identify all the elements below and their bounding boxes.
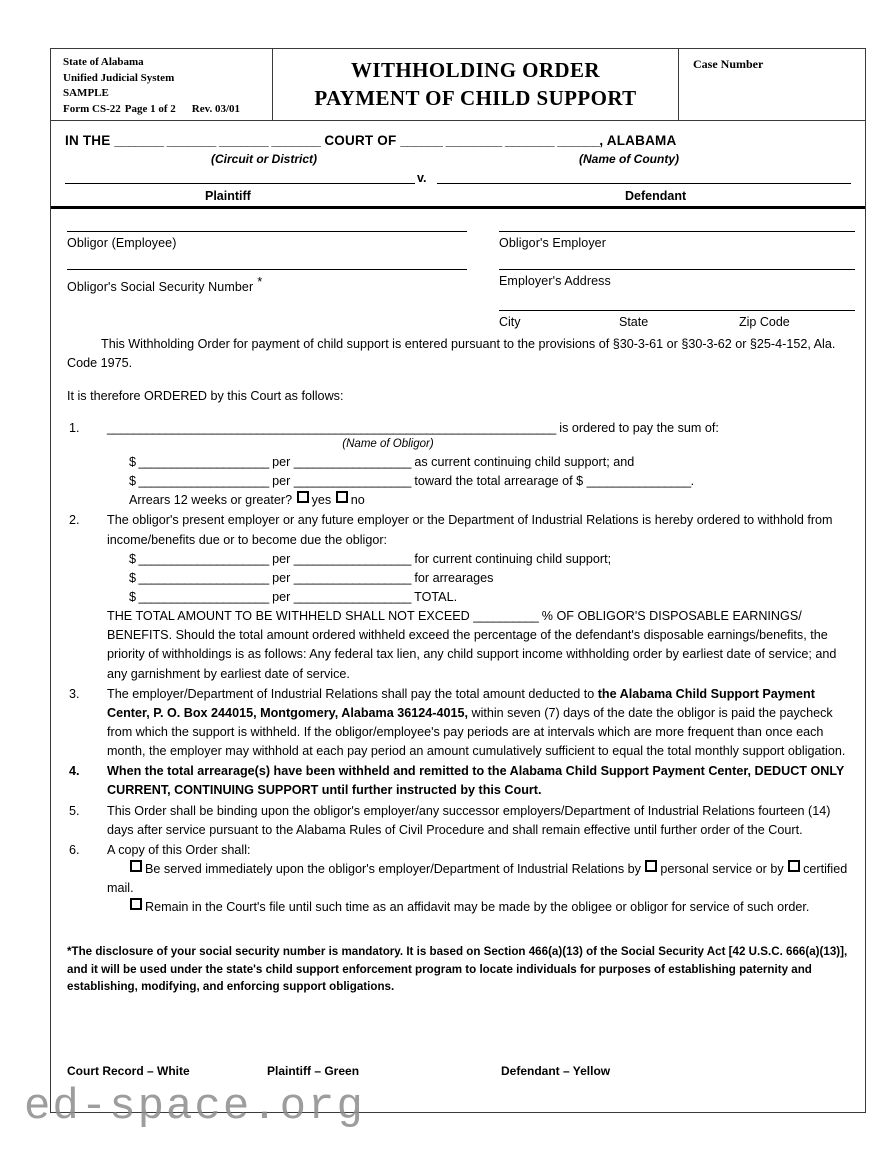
form-number: Form CS-22 (63, 102, 121, 115)
ordered-lead-in: It is therefore ORDERED by this Court as follows: (67, 389, 344, 404)
employer-name-label: Obligor's Employer (499, 236, 607, 250)
checkbox-icon-personal-service[interactable] (645, 860, 657, 872)
form-header-box (51, 49, 865, 121)
defendant-label: Defendant (625, 189, 687, 203)
distribution-plaintiff: Plaintiff – Green (267, 1064, 360, 1078)
sample-marker: SAMPLE (63, 87, 109, 100)
employer-name-field[interactable] (499, 231, 855, 250)
circuit-or-district-caption: (Circuit or District) (211, 152, 318, 166)
obligor-column (67, 209, 467, 294)
court-designation-line (65, 133, 855, 148)
order-item-3 (67, 685, 849, 762)
name-of-county-caption: (Name of County) (579, 152, 679, 166)
item-2-per-c-blank[interactable]: __________________ (293, 590, 411, 605)
versus-label: v. (417, 171, 427, 185)
order-item-1 (67, 419, 849, 510)
item-4-text: When the total arrearage(s) have been withheld and remitted to the Alabama Child Support Payment Center, DEDUCT ONLY CURRENT, CONTINUING SUPPORT until further instructed by this Court. (107, 764, 845, 798)
city-label: City (499, 315, 521, 329)
form-title-cell (273, 49, 679, 120)
employer-column (499, 209, 855, 329)
item-6-option-a-text-2: personal service or by (660, 861, 784, 876)
checkbox-icon-service-immediate[interactable] (130, 860, 142, 872)
item-2-maximum-paragraph (107, 607, 849, 684)
item-2-per-b-blank[interactable]: __________________ (293, 570, 411, 585)
form-meta-line (63, 102, 272, 118)
item-1-pay-sum-text: is ordered to pay the sum of: (559, 421, 719, 436)
distribution-defendant: Defendant – Yellow (501, 1064, 611, 1078)
order-item-5 (67, 802, 849, 840)
item-1-amount-b-blank[interactable]: $ ____________________ (129, 474, 269, 489)
employer-address-field[interactable] (499, 269, 855, 288)
site-watermark: ed-space.org (24, 1082, 365, 1132)
checkbox-icon-remain-in-file[interactable] (130, 898, 142, 910)
item-1-number: 1. (69, 421, 80, 436)
item-3-number: 3. (69, 686, 80, 701)
alabama-label: , ALABAMA (599, 133, 677, 148)
item-6-text: A copy of this Order shall: (107, 842, 251, 857)
item-3-text (107, 685, 849, 762)
court-of-label: COURT OF (324, 133, 397, 148)
item-6-number: 6. (69, 842, 80, 857)
item-2-amount-a-blank[interactable]: $ ____________________ (129, 551, 269, 566)
form-title-line-1: WITHHOLDING ORDER (351, 57, 600, 82)
checkbox-icon-arrears-yes[interactable] (297, 491, 309, 503)
arrears-yes-label: yes (311, 493, 332, 508)
statutory-intro-paragraph: This Withholding Order for payment of child support is entered pursuant to the provisions of §30-3-61 or §30-3-62 or §25-4-152, Ala. Code 1975. (67, 337, 836, 371)
ssn-disclosure-footnote: *The disclosure of your social security number is mandatory. It is based on Section 466(a)(13) of the Social Security Act [42 U.S.C. 666(a)(13)], and it will be used under the state's child support enforcement program to locate individuals for purposes of establishing paternity and establishing, modifying, and enforcing support obligations. (67, 945, 848, 994)
obligor-ssn-field[interactable] (67, 269, 467, 294)
item-2-amount-b-blank[interactable]: $ ____________________ (129, 570, 269, 585)
item-2-amount-line-b (107, 569, 849, 588)
defendant-rule[interactable] (437, 183, 851, 184)
revision-date: Rev. 03/01 (191, 102, 241, 115)
obligor-employer-block (51, 209, 865, 335)
arrears-no-label: no (350, 493, 365, 508)
item-2-amount-line-a (107, 550, 849, 569)
county-blank[interactable]: ______ ________ _______ ______ (400, 133, 600, 148)
item-6-option-a (107, 860, 849, 898)
footnote-asterisk-icon: * (257, 274, 263, 289)
plaintiff-label: Plaintiff (205, 189, 251, 203)
state-name: State of Alabama (63, 56, 144, 68)
page-number: Page 1 of 2 (124, 102, 176, 115)
item-2-a-text: for current continuing child support; (414, 551, 612, 566)
employer-address-label: Employer's Address (499, 274, 611, 288)
arrears-question-row (107, 491, 849, 510)
item-1-amount-a-blank[interactable]: $ ____________________ (129, 455, 269, 470)
item-1-per-a-blank[interactable]: __________________ (293, 455, 411, 470)
state-label: State (619, 315, 649, 329)
case-number-label: Case Number (693, 57, 764, 71)
item-6-option-b (107, 898, 849, 917)
max-withhold-pre: THE TOTAL AMOUNT TO BE WITHHELD SHALL NOT EXCEED (107, 609, 470, 624)
judicial-system-name: Unified Judicial System (63, 71, 175, 84)
item-2-per-a-label: per (272, 551, 291, 566)
item-1-per-b-blank[interactable]: __________________ (293, 474, 411, 489)
order-body (51, 335, 865, 996)
item-1-per-b-label: per (272, 474, 291, 489)
form-title-line-2: PAYMENT OF CHILD SUPPORT (314, 85, 637, 110)
max-percent-blank[interactable]: __________ (473, 609, 539, 624)
order-item-2 (67, 511, 849, 683)
item-1-amount-line-a (107, 453, 849, 472)
item-1-amount-line-b (107, 472, 849, 491)
item-6-option-a-text-1: Be served immediately upon the obligor's employer/Department of Industrial Relations by (145, 861, 641, 876)
item-6-option-a-text-3: certified mail. (107, 861, 848, 896)
item-6-option-b-text: Remain in the Court's file until such time as an affidavit may be made by the obligee or obligor for service of such order. (145, 900, 810, 915)
item-1-per-a-label: per (272, 455, 291, 470)
item-2-amount-c-blank[interactable]: $ ____________________ (129, 590, 269, 605)
item-2-text: The obligor's present employer or any future employer or the Department of Industrial Relations is hereby ordered to withhold from income/benefits due or to become due the obligor: (107, 513, 833, 547)
zip-label: Zip Code (739, 315, 790, 329)
obligor-name-field[interactable] (67, 231, 467, 250)
form-page (50, 48, 866, 1113)
citystatezip-labels (499, 311, 855, 329)
checkbox-icon-arrears-no[interactable] (336, 491, 348, 503)
plaintiff-rule[interactable] (65, 183, 415, 184)
name-of-obligor-caption: (Name of Obligor) (342, 437, 434, 450)
item-5-number: 5. (69, 803, 80, 818)
obligor-ssn-label: Obligor's Social Security Number (67, 280, 254, 295)
obligor-name-label: Obligor (Employee) (67, 236, 177, 250)
item-1-a-text: as current continuing child support; and (414, 455, 635, 470)
item-2-per-c-label: per (272, 590, 291, 605)
in-the-label: IN THE (65, 133, 111, 148)
court-type-blank[interactable]: _______ _______ _______ _______ (114, 133, 321, 148)
arrears-question-label: Arrears 12 weeks or greater? (129, 493, 293, 508)
item-1-arrearage-blank[interactable]: ________________ (586, 474, 691, 489)
item-2-amount-line-c (107, 588, 849, 607)
obligor-ssn-label-wrap (67, 270, 467, 294)
order-item-4 (67, 762, 849, 800)
payment-center-address: the Alabama Child Support Payment Center, P. O. Box 244015, Montgomery, Alabama 36124-4015, (107, 686, 815, 720)
distribution-court-record: Court Record – White (67, 1064, 190, 1078)
obligor-name-blank[interactable]: _____________________________________________________________________ (107, 421, 556, 436)
agency-identification-cell (51, 49, 273, 120)
item-2-number: 2. (69, 513, 80, 528)
ordered-items-list (67, 419, 849, 917)
item-1-b-period: . (690, 474, 695, 489)
item-5-text: This Order shall be binding upon the obligor's employer/any successor employers/Department of Industrial Relations fourteen (14) days after service pursuant to the Alabama Rules of Civil Procedure and shall remain effective until further order of the Court. (107, 803, 831, 837)
order-item-6 (67, 841, 849, 918)
item-1-b-text: toward the total arrearage of $ (414, 474, 584, 489)
item-3-text-post: within seven (7) days of the date the obligor is paid the paycheck from which the support is withheld. If the obligor/employee's pay periods are at intervals which are more frequent than once each month, the employer may withhold at each pay period an amount cumulatively sufficient to equal the total monthly support obligation. (107, 705, 846, 759)
party-rule-row (65, 171, 851, 203)
item-2-c-text: TOTAL. (414, 590, 458, 605)
copy-distribution-row (67, 1064, 849, 1078)
item-2-per-b-label: per (272, 570, 291, 585)
max-withhold-post: % OF OBLIGOR'S DISPOSABLE EARNINGS/ BENEFITS. Should the total amount ordered withheld exceed the percentage of the defendant's disposable earnings/benefits, the priority of withholdings is as follows: Any federal tax lien, any child support income withholding order by earliest date of service; and any garnishment by earliest date of service. (107, 609, 837, 681)
employer-citystatezip-field[interactable] (499, 310, 855, 329)
case-number-cell[interactable] (679, 49, 865, 120)
item-2-b-text: for arrearages (414, 570, 494, 585)
item-4-number: 4. (69, 764, 80, 779)
item-2-per-a-blank[interactable]: __________________ (293, 551, 411, 566)
court-caption-block (51, 121, 865, 209)
checkbox-icon-certified-mail[interactable] (788, 860, 800, 872)
item-3-text-pre: The employer/Department of Industrial Relations shall pay the total amount deducted to (107, 686, 598, 701)
